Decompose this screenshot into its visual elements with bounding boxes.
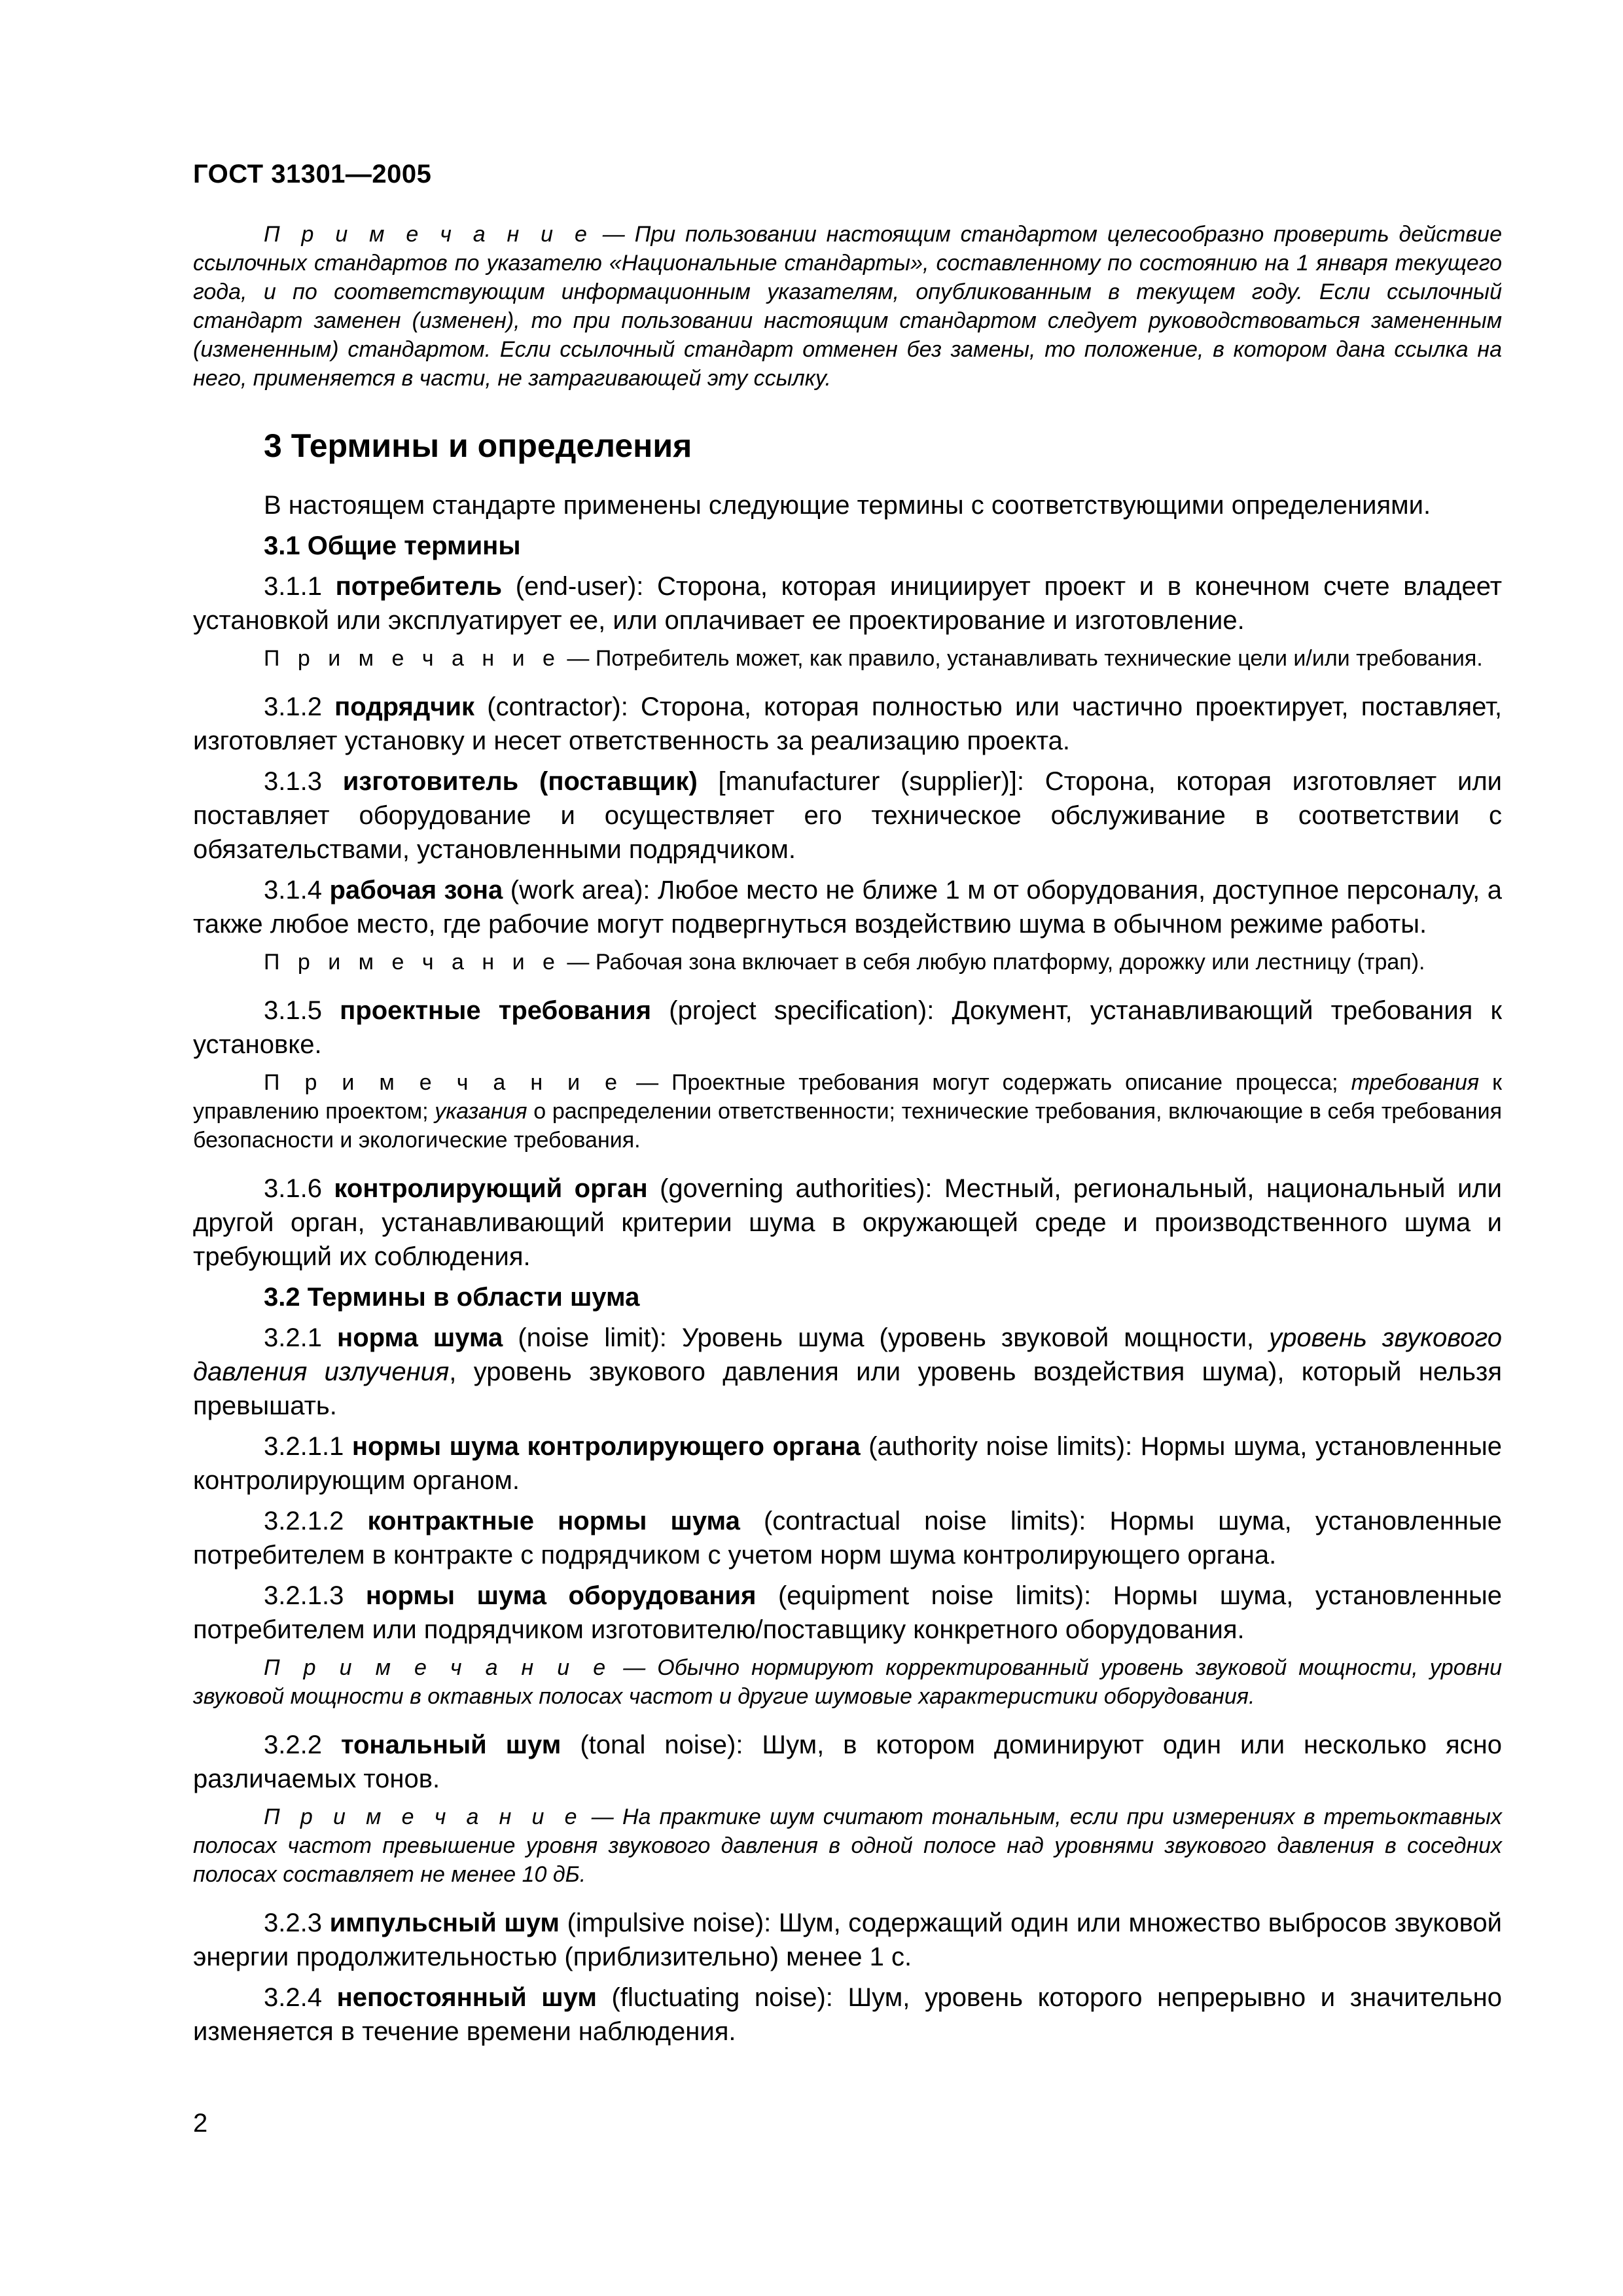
note-label: П р и м е ч а н и е xyxy=(264,222,593,247)
section-intro: В настоящем стандарте применены следующие термины с соответствующими определениями. xyxy=(264,491,1431,520)
term-3-1-5: 3.1.5 проектные требования (project specification): Документ, устанавливающий требования к установке. xyxy=(193,996,1503,1059)
subsection-noise-terms: 3.2 Термины в области шума xyxy=(264,1283,640,1312)
term-3-2-1: 3.2.1 норма шума (noise limit): Уровень шума (уровень звуковой мощности, уровень звукового давления излучения, уровень звукового давления или уровень воздействия шума), который нельзя превышать. xyxy=(193,1323,1503,1420)
term-3-2-4: 3.2.4 непостоянный шум (fluctuating noise): Шум, уровень которого непрерывно и значительно изменяется в течение времени наблюдения. xyxy=(193,1983,1502,2046)
note-3-1-5: П р и м е ч а н и е — Проектные требования могут содержать описание процесса; требования к управлению проектом; указания о распределении ответственности; технические требования, включающие в себя требования безопасности и экологические требования. xyxy=(193,1070,1502,1153)
subsection-general-terms: 3.1 Общие термины xyxy=(264,531,521,560)
term-3-2-3: 3.2.3 импульсный шум (impulsive noise): Шум, содержащий один или множество выбросов звуковой энергии продолжительностью (приблизительно) менее 1 с. xyxy=(193,1909,1503,1971)
intro-note: П р и м е ч а н и е — При пользовании настоящим стандартом целесообразно проверить действие ссылочных стандартов по указателю «Национальные стандарты», составленному по состоянию на 1 января текущего года, и по соответствующим информационным указателям, опубликованным в текущем году. Если ссылочный стандарт заменен (изменен), то при пользовании настоящим стандартом следует руководствоваться замененным (измененным) стандартом. Если ссылочный стандарт отменен без замены, то положение, в котором дана ссылка на него, применяется в части, не затрагивающей эту ссылку. xyxy=(193,222,1503,391)
term-3-1-6: 3.1.6 контролирующий орган (governing authorities): Местный, региональный, национальный или другой орган, устанавливающий критерии шума в окружающей среде и производственного шума и требующий их соблюдения. xyxy=(193,1174,1502,1271)
term-3-1-3: 3.1.3 изготовитель (поставщик) [manufacturer (supplier)]: Сторона, которая изготовляет или поставляет оборудование и осуществляет его техническое обслуживание в соответствии с обязательствами, установленными подрядчиком. xyxy=(193,767,1502,864)
term-3-2-1-1: 3.2.1.1 нормы шума контролирующего органа (authority noise limits): Нормы шума, установленные контролирующим органом. xyxy=(193,1432,1503,1495)
note-3-2-1-3: П р и м е ч а н и е — Обычно нормируют корректированный уровень звуковой мощности, уровни звуковой мощности в октавных полосах частот и другие шумовые характеристики оборудования. xyxy=(193,1655,1502,1709)
term-3-1-4: 3.1.4 рабочая зона (work area): Любое место не ближе 1 м от оборудования, доступное персоналу, а также любое место, где рабочие могут подвергнуться воздействию шума в обычном режиме работы. xyxy=(193,876,1503,939)
term-3-2-2: 3.2.2 тональный шум (tonal noise): Шум, в котором доминируют один или несколько ясно различаемых тонов. xyxy=(193,1731,1502,1793)
term-3-1-2: 3.1.2 подрядчик (contractor): Сторона, которая полностью или частично проектирует, поставляет, изготовляет установку и несет ответственность за реализацию проекта. xyxy=(193,692,1502,755)
page-number: 2 xyxy=(193,2109,208,2138)
document-body xyxy=(193,220,1502,2055)
section-title: 3 Термины и определения xyxy=(264,427,692,464)
note-3-1-4: П р и м е ч а н и е — Рабочая зона включает в себя любую платформу, дорожку или лестницу (трап). xyxy=(264,950,1425,975)
term-3-2-1-2: 3.2.1.2 контрактные нормы шума (contractual noise limits): Нормы шума, установленные потребителем в контракте с подрядчиком с учетом норм шума контролирующего органа. xyxy=(193,1507,1502,1570)
term-3-2-1-3: 3.2.1.3 нормы шума оборудования (equipment noise limits): Нормы шума, установленные потребителем или подрядчиком изготовителю/поставщику конкретного оборудования. xyxy=(193,1581,1502,1644)
term-3-1-1: 3.1.1 потребитель (end-user): Сторона, которая инициирует проект и в конечном счете владеет установкой или эксплуатирует ее, или оплачивает ее проектирование и изготовление. xyxy=(193,572,1503,635)
document-header: ГОСТ 31301—2005 xyxy=(193,160,432,188)
note-3-2-2: П р и м е ч а н и е — На практике шум считают тональным, если при измерениях в третьоктавных полосах частот превышение уровня звукового давления в одной полосе над уровнями звукового давления в соседних полосах составляет не менее 10 дБ. xyxy=(193,1804,1502,1887)
note-3-1-1: П р и м е ч а н и е — Потребитель может, как правило, устанавливать технические цели и/или требования. xyxy=(264,646,1483,671)
